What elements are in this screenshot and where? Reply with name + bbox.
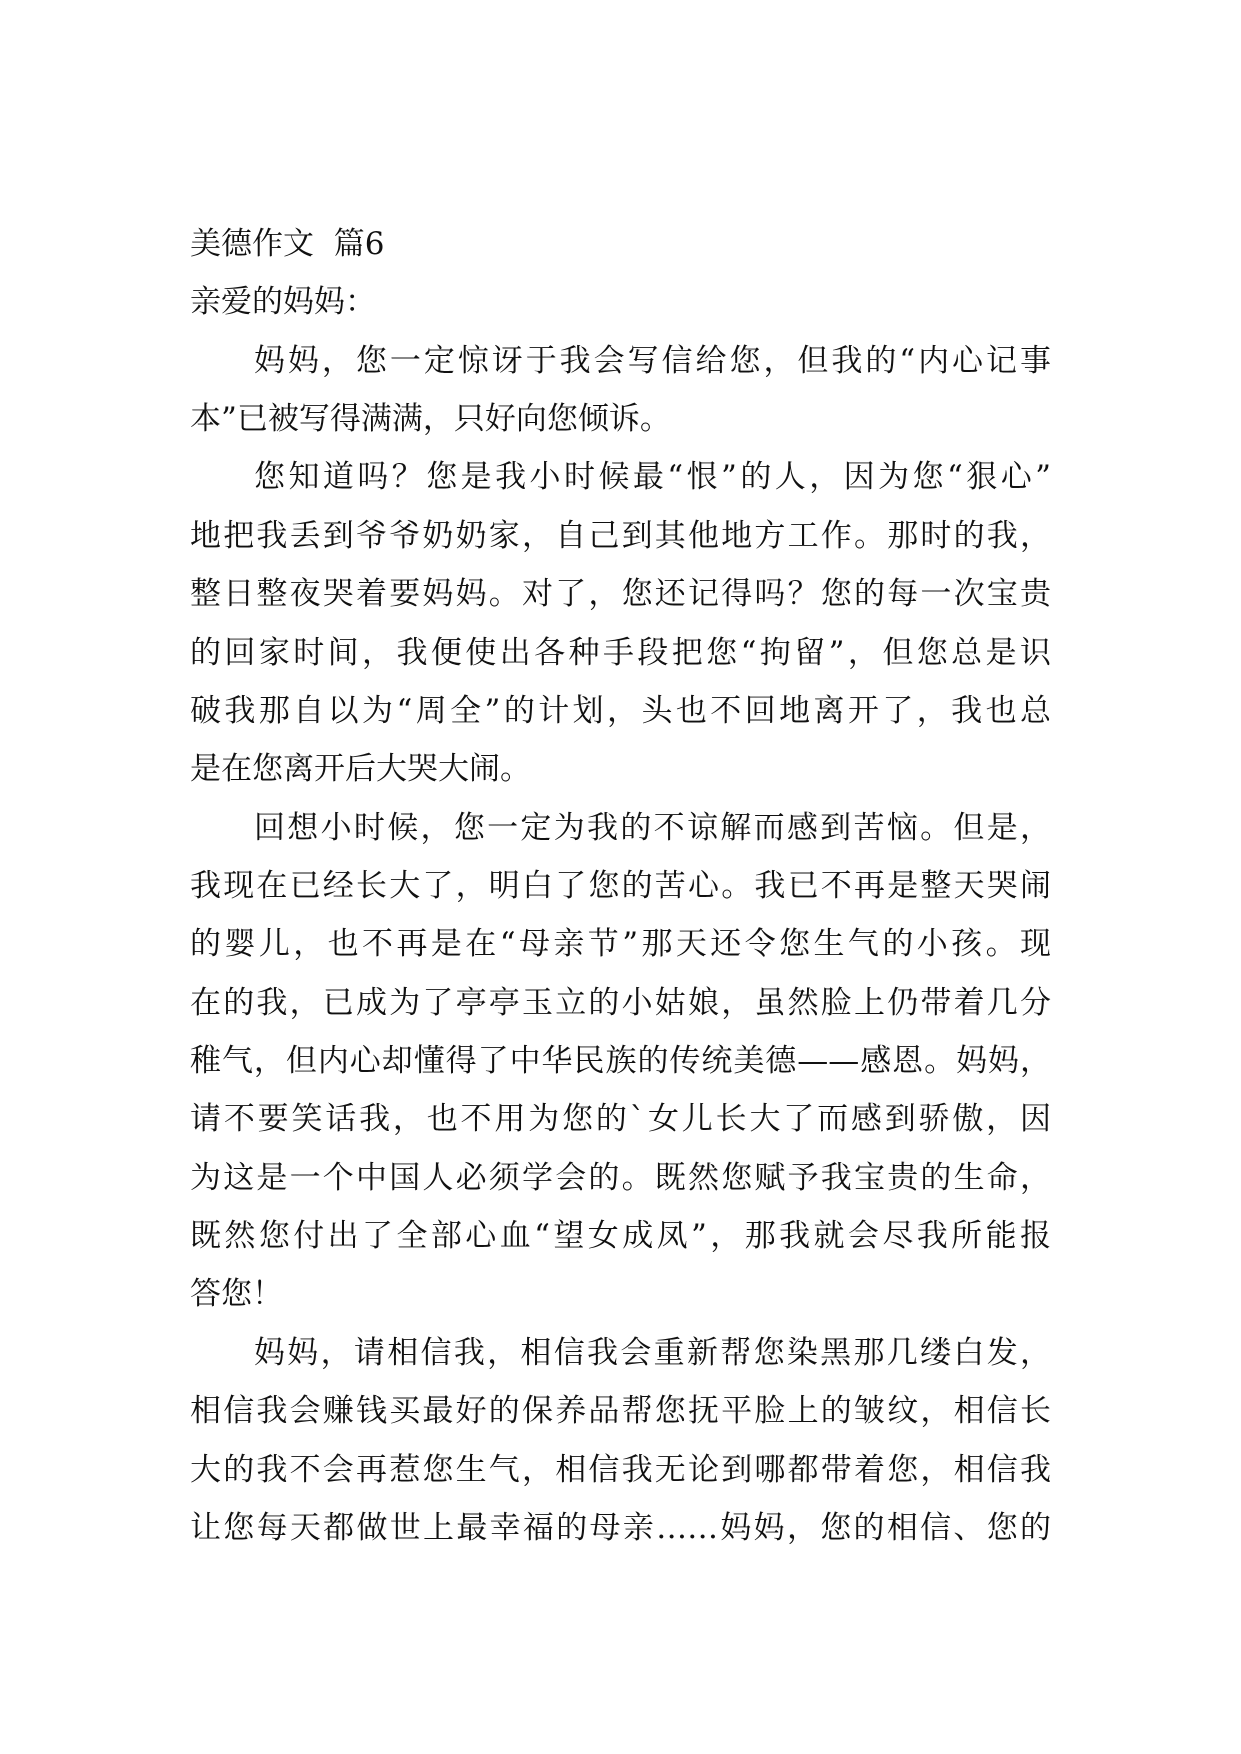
paragraph-1 <box>190 332 1051 449</box>
paragraph-line: 妈妈，您一定惊讶于我会写信给您，但我的“内心记事 <box>254 342 1051 379</box>
paragraph-line: 在的我，已成为了亭亭玉立的小姑娘，虽然脸上仍带着几分 <box>190 984 1051 1021</box>
paragraph-line: 稚气，但内心却懂得了中华民族的传统美德——感恩。妈妈， <box>190 1043 1051 1080</box>
paragraph-line: 答您！ <box>190 1276 283 1313</box>
salutation: 亲爱的妈妈： <box>190 284 376 321</box>
paragraph-line: 妈妈，请相信我，相信我会重新帮您染黑那几缕白发， <box>254 1334 1051 1371</box>
paragraph-line: 为这是一个中国人必须学会的。既然您赋予我宝贵的生命， <box>190 1159 1051 1196</box>
paragraph-4 <box>190 1324 1051 1557</box>
paragraph-line: 让您每天都做世上最幸福的母亲……妈妈，您的相信、您的 <box>190 1509 1051 1546</box>
paragraph-line: 的回家时间，我便使出各种手段把您“拘留”，但您总是识 <box>190 634 1051 671</box>
paragraph-line: 本”已被写得满满，只好向您倾诉。 <box>190 401 671 438</box>
document-body <box>190 215 1051 1557</box>
paragraph-line: 既然您付出了全部心血“望女成凤”，那我就会尽我所能报 <box>190 1218 1051 1255</box>
paragraph-line: 相信我会赚钱买最好的保养品帮您抚平脸上的皱纹，相信长 <box>190 1393 1051 1430</box>
paragraph-line: 整日整夜哭着要妈妈。对了，您还记得吗？您的每一次宝贵 <box>190 576 1051 613</box>
paragraph-line: 地把我丢到爷爷奶奶家，自己到其他地方工作。那时的我， <box>190 517 1051 554</box>
paragraph-line: 您知道吗？您是我小时候最“恨”的人，因为您“狠心” <box>254 459 1051 496</box>
paragraph-2 <box>190 448 1051 798</box>
paragraph-line: 是在您离开后大哭大闹。 <box>190 751 531 788</box>
paragraph-line: 请不要笑话我，也不用为您的`女儿长大了而感到骄傲，因 <box>190 1101 1051 1138</box>
paragraph-line: 大的我不会再惹您生气，相信我无论到哪都带着您，相信我 <box>190 1451 1051 1488</box>
paragraph-line: 破我那自以为“周全”的计划，头也不回地离开了，我也总 <box>190 692 1051 729</box>
paragraph-line: 的婴儿，也不再是在“母亲节”那天还令您生气的小孩。现 <box>190 926 1051 963</box>
paragraph-line: 回想小时候，您一定为我的不谅解而感到苦恼。但是， <box>254 809 1051 846</box>
document-title: 美德作文 篇6 <box>190 226 385 262</box>
paragraph-3 <box>190 799 1051 1324</box>
paragraph-line: 我现在已经长大了，明白了您的苦心。我已不再是整天哭闹 <box>190 867 1051 904</box>
